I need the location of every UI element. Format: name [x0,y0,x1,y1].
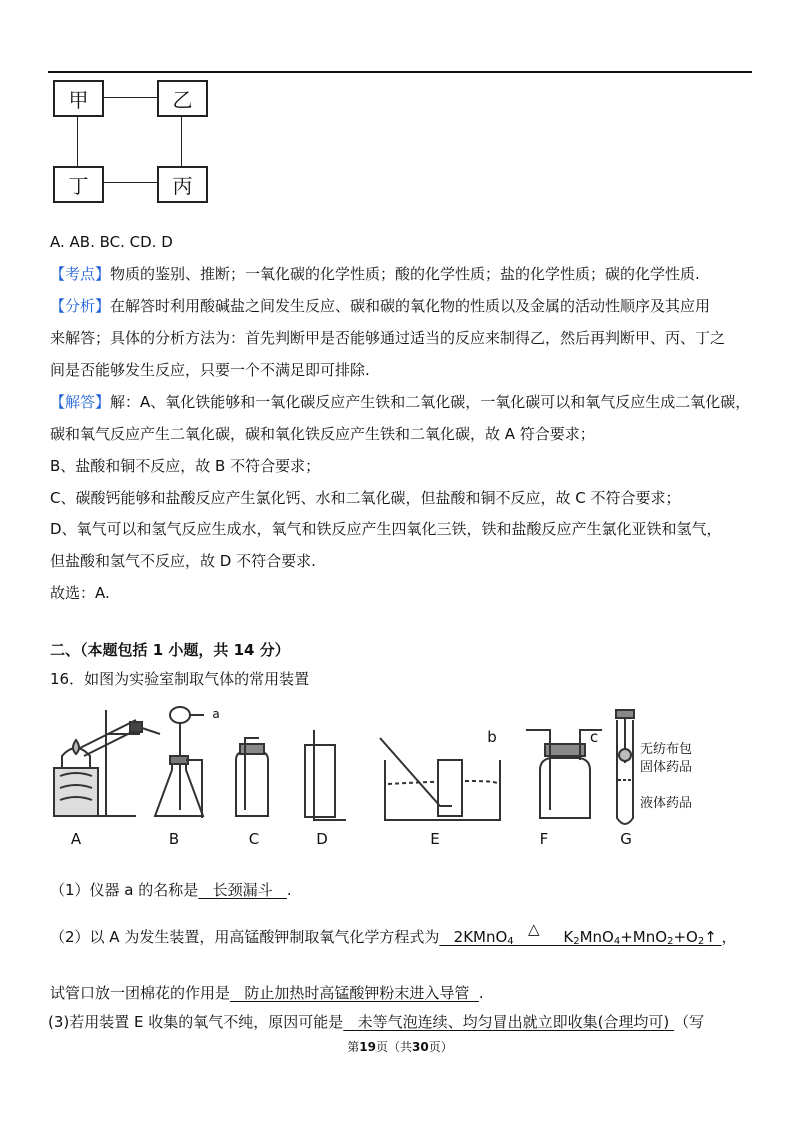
jieda-line-2: 碳和氧气反应产生二氧化碳，碳和氧化铁反应产生铁和二氧化碳，故 A 符合要求； [50,425,595,443]
connector-top [102,97,160,98]
kaodian-tag: 【考点】 [50,265,111,283]
apparatus-label-c: C [248,830,260,848]
apparatus-label-e: E [430,830,440,848]
apparatus-label-g: G [620,830,632,848]
eq-reactant-sub: 4 [507,936,514,947]
fenxi-line-1 [50,296,710,316]
jieda-tag: 【解答】 [50,393,111,411]
q1-answer-text: 长颈漏斗 [212,881,273,899]
footer-page: 19 [359,1040,376,1054]
q2-post: ， [721,928,737,946]
apparatus-a-drawing [54,710,160,816]
node-jia: 甲 [53,80,104,117]
apparatus-figure [40,700,720,850]
funnel-label-a: a [212,707,220,721]
fenxi-line-2: 来解答；具体的分析方法为：首先判断甲是否能够通过适当的反应来制得乙，然后再判断甲、丙、丁之 [50,329,726,347]
eq-p2-sub: 2 [667,936,674,947]
options-line: A. AB. BC. CD. D [50,233,173,251]
q2b-answer-text: 防止加热时高锰酸钾粉末进入导管 [244,984,470,1002]
q2b-answer [230,984,479,1002]
apparatus-label-a: A [70,830,82,848]
q3-prompt: (3)若用装置 E 收集的氧气不纯，原因可能是 [48,1013,344,1031]
apparatus-d-drawing [305,730,346,820]
footer-pre: 第 [347,1040,360,1054]
jieda-line-4: C、碳酸钙能够和盐酸反应产生氯化钙、水和二氧化碳，但盐酸和铜不反应，故 C 不符合要求； [50,489,681,507]
g-label-solid: 固体药品 [640,760,693,775]
q3-answer-text: 未等气泡连续、均匀冒出就立即收集(合理均可) [357,1013,670,1031]
jieda-line-1 [50,392,750,412]
eq-delta: △ [527,920,540,938]
kaodian-text: 物质的鉴别、推断；一氧化碳的化学性质；酸的化学性质；盐的化学性质；碳的化学性质. [110,265,700,283]
eq-arrow: ↑ [704,928,717,946]
apparatus-b-drawing [155,707,204,818]
connector-left [77,114,78,167]
g-label-bag: 无纺布包 [640,742,693,757]
eq-p2: +MnO [620,928,668,946]
footer-total: 30 [412,1040,429,1054]
eq-p1-mid: MnO [579,928,614,946]
page-footer [0,1038,800,1055]
connector-right [181,114,182,167]
apparatus-label-d: D [316,830,328,848]
question-3 [48,1012,704,1032]
jieda-line-6: 但盐酸和氢气不反应，故 D 不符合要求. [50,552,316,570]
eq-p3: +O [673,928,698,946]
q3-post: （写 [674,1013,705,1031]
eq-p1-sub1: 2 [573,936,580,947]
apparatus-label-f: F [539,830,549,848]
jieda-line-5: D、氧气可以和氢气反应生成水，氧气和铁反应产生四氧化三铁，铁和盐酸反应产生氯化亚铁和氢气， [50,520,722,538]
connector-bottom [102,182,160,183]
apparatus-g-drawing [616,710,634,824]
fenxi-text-1: 在解答时利用酸碱盐之间发生反应、碳和碳的氧化物的性质以及金属的活动性顺序及其应用 [110,297,711,315]
apparatus-e-drawing [380,738,500,820]
question-2 [50,920,737,952]
question-2b [50,983,484,1003]
apparatus-c-drawing [236,738,268,816]
question-1 [50,880,292,900]
jieda-choice: 故选：A. [50,584,110,602]
q2b-prompt: 试管口放一团棉花的作用是 [50,984,231,1002]
q2b-post: . [478,984,484,1002]
eq-p3-sub: 2 [697,936,705,947]
jieda-line-3: B、盐酸和铜不反应，故 B 不符合要求； [50,457,321,475]
question-16: 16．如图为实验室制取气体的常用装置 [50,670,310,688]
q2-prompt: （2）以 A 为发生装置，用高锰酸钾制取氧气化学方程式为 [50,928,440,946]
section-heading: 二、（本题包括 1 小题，共 14 分） [50,641,290,659]
eq-p1-sub2: 4 [613,936,621,947]
header-rule [48,71,752,73]
q1-prompt: （1）仪器 a 的名称是 [50,881,199,899]
q1-answer [198,881,287,899]
jieda-text-1: 解：A、氧化铁能够和一氧化碳反应产生铁和二氧化碳，一氧化碳可以和氧气反应生成二氧化碳， [110,393,751,411]
apparatus-label-b: B [168,830,180,848]
port-label-c: c [589,728,599,746]
g-label-liquid: 液体药品 [640,796,693,811]
footer-post: 页） [428,1040,453,1054]
footer-mid: 页（共 [375,1040,412,1054]
eq-reactant: 2KMnO [453,928,508,946]
node-ding: 丁 [53,166,104,203]
eq-p1: K [563,928,574,946]
node-yi: 乙 [157,80,208,117]
kaodian [50,264,700,284]
port-label-b: b [487,728,497,746]
node-bing: 丙 [157,166,208,203]
q2-equation [439,920,721,947]
q3-answer [343,1013,674,1031]
q1-post: . [286,881,292,899]
fenxi-tag: 【分析】 [50,297,111,315]
fenxi-line-3: 间是否能够发生反应，只要一个不满足即可排除. [50,361,370,379]
